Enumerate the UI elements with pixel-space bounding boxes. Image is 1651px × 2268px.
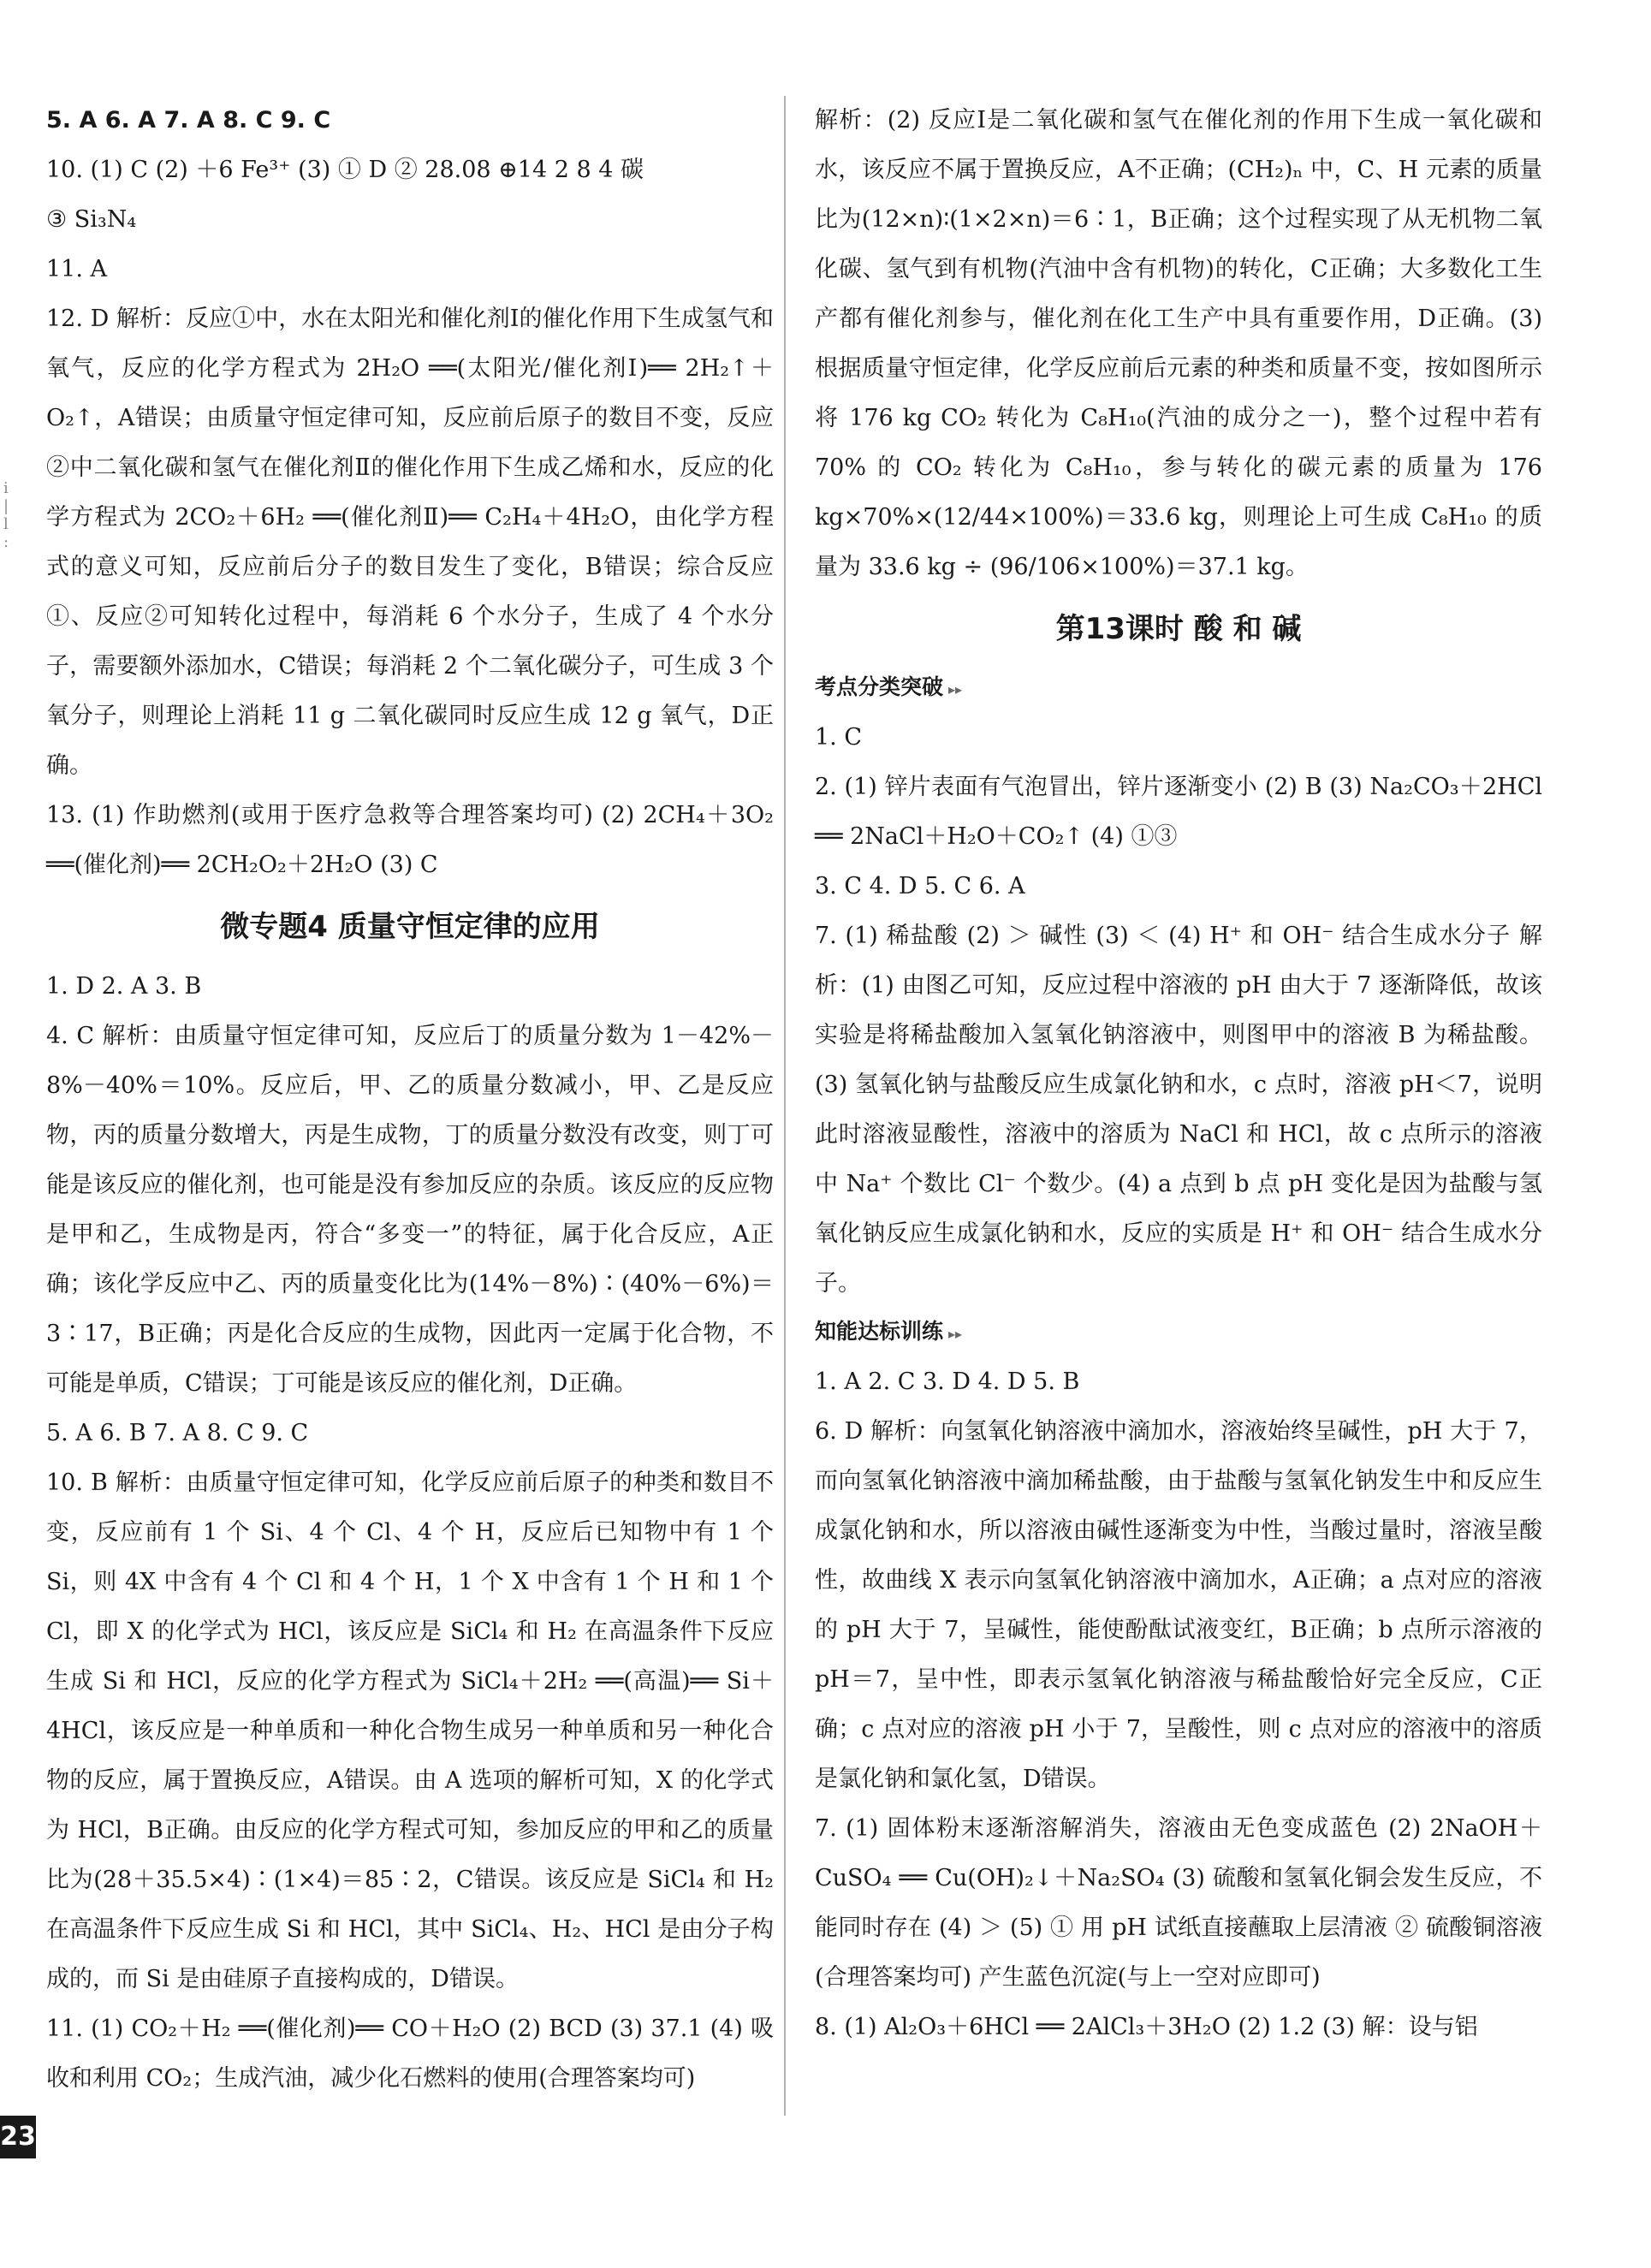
- answer-line: 8. (1) Al₂O₃＋6HCl ══ 2AlCl₃＋3H₂O (2) 1.2 (3) 解：设与铝: [815, 2014, 1478, 2040]
- answer-line: 1. C: [815, 724, 863, 751]
- page-number: 23: [0, 2116, 36, 2158]
- answer-line: 5. A 6. B 7. A 8. C 9. C: [46, 1420, 309, 1446]
- answer-paragraph: 13. (1) 作助燃剂(或用于医疗急救等合理答案均可) (2) 2CH₄＋3O₂ ══(催化剂)══ 2CH₂O₂＋2H₂O (3) C: [46, 802, 774, 878]
- arrow-icon: ▸▸: [948, 681, 963, 698]
- column-divider: [784, 96, 786, 2116]
- answer-paragraph: 2. (1) 锌片表面有气泡冒出，锌片逐渐变小 (2) B (3) Na₂CO₃＋2HCl ══ 2NaCl＋H₂O＋CO₂↑ (4) ①③: [815, 774, 1542, 850]
- answer-line: 5. A 6. A 7. A 8. C 9. C: [46, 107, 331, 134]
- answer-line: 1. D 2. A 3. B: [46, 973, 202, 1000]
- answer-paragraph: 12. D 解析：反应①中，水在太阳光和催化剂Ⅰ的催化作用下生成氢气和氧气，反应的化学方程式为 2H₂O ══(太阳光/催化剂Ⅰ)══ 2H₂↑＋O₂↑，A错误；由质量守恒定律可知，反应前后原子的数目不变，反应②中二氧化碳和氢气在催化剂Ⅱ的催化作用下生成乙烯和水，反应的化学方程式为 2CO₂＋6H₂ ══(催化剂Ⅱ)══ C₂H₄＋4H₂O，由化学方程式的意义可知，反应前后分子的数目发生了变化，B错误；综合反应①、反应②可知转化过程中，每消耗 6 个水分子，生成了 4 个水分子，需要额外添加水，C错误；每消耗 2 个二氧化碳分子，可生成 3 个氧分子，则理论上消耗 11 g 二氧化碳同时反应生成 12 g 氧气，D正确。: [46, 306, 774, 779]
- section-heading: 微专题4 质量守恒定律的应用: [220, 910, 600, 944]
- arrow-icon: ▸▸: [948, 1326, 963, 1342]
- answer-line: ③ Si₃N₄: [46, 206, 137, 233]
- subsection-heading: 考点分类突破 ▸▸: [815, 674, 963, 699]
- margin-marks: i | l :: [3, 479, 9, 551]
- answer-paragraph: 11. (1) CO₂＋H₂ ══(催化剂)══ CO＋H₂O (2) BCD (3) 37.1 (4) 吸收和利用 CO₂；生成汽油，减少化石燃料的使用(合理答案均可): [46, 2016, 774, 2092]
- answer-line: 11. A: [46, 256, 108, 282]
- answer-line: 1. A 2. C 3. D 4. D 5. B: [815, 1369, 1080, 1395]
- answer-line: 10. (1) C (2) ＋6 Fe³⁺ (3) ① D ② 28.08 ⊕14 2 8 4 碳: [46, 157, 644, 183]
- right-column: [815, 96, 1542, 2052]
- answer-paragraph: 7. (1) 固体粉末逐渐溶解消失，溶液由无色变成蓝色 (2) 2NaOH＋CuSO₄ ══ Cu(OH)₂↓＋Na₂SO₄ (3) 硫酸和氢氧化铜会发生反应，不能同时存在 (4) ＞ (5) ① 用 pH 试纸直接蘸取上层清液 ② 硫酸铜溶液(合理答案均可) 产生蓝色沉淀(与上一空对应即可): [815, 1815, 1542, 1991]
- answer-paragraph: 4. C 解析：由质量守恒定律可知，反应后丁的质量分数为 1－42%－8%－40%＝10%。反应后，甲、乙的质量分数减小，甲、乙是反应物，丙的质量分数增大，丙是生成物，丁的质量分数没有改变，则丁可能是该反应的催化剂，也可能是没有参加反应的杂质。该反应的反应物是甲和乙，生成物是丙，符合“多变一”的特征，属于化合反应，A正确；该化学反应中乙、丙的质量变化比为(14%－8%)∶(40%－6%)＝3∶17，B正确；丙是化合反应的生成物，因此丙一定属于化合物，不可能是单质，C错误；丁可能是该反应的催化剂，D正确。: [46, 1023, 774, 1397]
- subsection-heading: 知能达标训练 ▸▸: [815, 1319, 963, 1344]
- answer-paragraph: 10. B 解析：由质量守恒定律可知，化学反应前后原子的种类和数目不变，反应前有 1 个 Si、4 个 Cl、4 个 H，反应后已知物中有 1 个 Si，则 4X 中含有 4 个 Cl 和 4 个 H，1 个 X 中含有 1 个 H 和 1 个 Cl，即 X 的化学式为 HCl，该反应是 SiCl₄ 和 H₂ 在高温条件下反应生成 Si 和 HCl，反应的化学方程式为 SiCl₄＋2H₂ ══(高温)══ Si＋4HCl，该反应是一种单质和一种化合物生成另一种单质和另一种化合物的反应，属于置换反应，A错误。由 A 选项的解析可知，X 的化学式为 HCl，B正确。由反应的化学方程式可知，参加反应的甲和乙的质量比为(28＋35.5×4)∶(1×4)＝85∶2，C错误。该反应是 SiCl₄ 和 H₂ 在高温条件下反应生成 Si 和 HCl，其中 SiCl₄、H₂、HCl 是由分子构成的，而 Si 是由硅原子直接构成的，D错误。: [46, 1469, 774, 1992]
- section-heading: 第13课时 酸 和 碱: [1055, 612, 1302, 646]
- answer-paragraph: 解析：(2) 反应Ⅰ是二氧化碳和氢气在催化剂的作用下生成一氧化碳和水，该反应不属于置换反应，A不正确；(CH₂)ₙ 中，C、H 元素的质量比为(12×n)∶(1×2×n)＝6∶1，B正确；这个过程实现了从无机物二氧化碳、氢气到有机物(汽油中含有机物)的转化，C正确；大多数化工生产都有催化剂参与，催化剂在化工生产中具有重要作用，D正确。(3) 根据质量守恒定律，化学反应前后元素的种类和质量不变，按如图所示将 176 kg CO₂ 转化为 C₈H₁₀(汽油的成分之一)，整个过程中若有 70% 的 CO₂ 转化为 C₈H₁₀，参与转化的碳元素的质量为 176 kg×70%×(12/44×100%)＝33.6 kg，则理论上可生成 C₈H₁₀ 的质量为 33.6 kg ÷ (96/106×100%)＝37.1 kg。: [815, 107, 1542, 580]
- left-column: [46, 96, 774, 2104]
- answer-paragraph: 6. D 解析：向氢氧化钠溶液中滴加水，溶液始终呈碱性，pH 大于 7，而向氢氧化钠溶液中滴加稀盐酸，由于盐酸与氢氧化钠发生中和反应生成氯化钠和水，所以溶液由碱性逐渐变为中性，当酸过量时，溶液呈酸性，故曲线 X 表示向氢氧化钠溶液中滴加水，A正确；a 点对应的溶液的 pH 大于 7，呈碱性，能使酚酞试液变红，B正确；b 点所示溶液的 pH＝7，呈中性，即表示氢氧化钠溶液与稀盐酸恰好完全反应，C正确；c 点对应的溶液 pH 小于 7，呈酸性，则 c 点对应的溶液中的溶质是氯化钠和氯化氢，D错误。: [815, 1418, 1542, 1792]
- answer-paragraph: 7. (1) 稀盐酸 (2) ＞ 碱性 (3) ＜ (4) H⁺ 和 OH⁻ 结合生成水分子 解析：(1) 由图乙可知，反应过程中溶液的 pH 由大于 7 逐渐降低，故该实验是将稀盐酸加入氢氧化钠溶液中，则图甲中的溶液 B 为稀盐酸。(3) 氢氧化钠与盐酸反应生成氯化钠和水，c 点时，溶液 pH＜7，说明此时溶液显酸性，溶液中的溶质为 NaCl 和 HCl，故 c 点所示的溶液中 Na⁺ 个数比 Cl⁻ 个数少。(4) a 点到 b 点 pH 变化是因为盐酸与氢氧化钠反应生成氯化钠和水，反应的实质是 H⁺ 和 OH⁻ 结合生成水分子。: [815, 923, 1542, 1297]
- answer-line: 3. C 4. D 5. C 6. A: [815, 873, 1025, 899]
